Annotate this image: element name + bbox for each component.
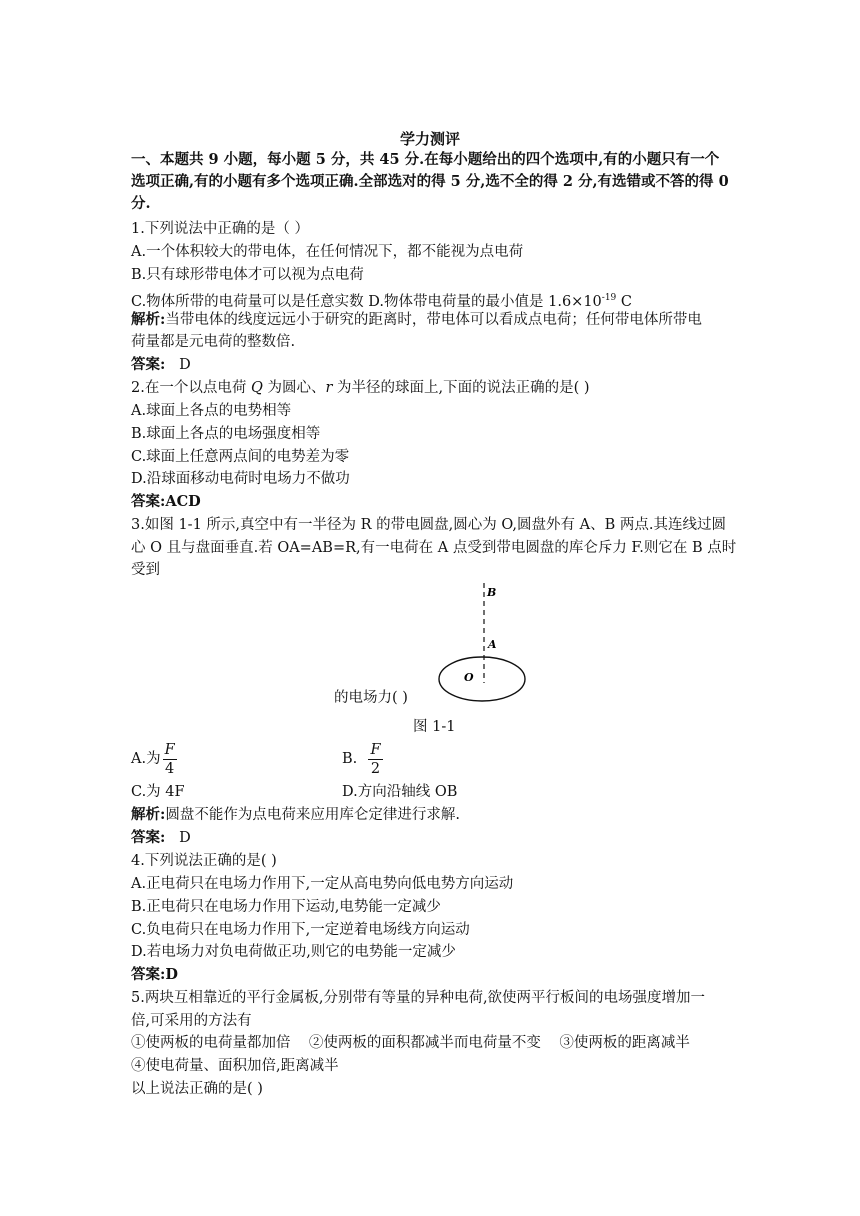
q2-option-b: B.球面上各点的电场强度相等: [131, 426, 321, 442]
q2-stem-q: Q: [250, 380, 263, 396]
q3-stem-line2: 心 O 且与盘面垂直.若 OA=AB=R,有一电荷在 A 点受到带电圆盘的库仑斥力 F.则它在 B 点时: [131, 540, 737, 556]
page-title: 学力测评: [399, 130, 460, 148]
disk-diagram: [420, 583, 540, 708]
section-instructions-line2: 选项正确,有的小题有多个选项正确.全部选对的得 5 分,选不全的得 2 分,有选错或不答的得 0: [131, 173, 729, 190]
q2-stem-pre: 2.在一个以点电荷: [131, 380, 251, 396]
q4-answer: [131, 965, 178, 985]
disk-ellipse: [439, 657, 525, 701]
analysis-label: 解析:: [131, 311, 166, 328]
q5-stem-line1: 5.两块互相靠近的平行金属板,分别带有等量的异种电荷,欲使两平行板间的电场强度增加一: [131, 990, 706, 1006]
fraction-f-over-2: [368, 741, 382, 778]
q3-answer: [131, 828, 191, 848]
q3-option-b-prefix: B.: [342, 751, 367, 767]
q3-option-d: D.方向沿轴线 OB: [342, 784, 458, 800]
answer-label: 答案:: [131, 829, 166, 846]
q1-option-cd: [131, 288, 632, 312]
q2-stem-post: 为半径的球面上,下面的说法正确的是( ): [332, 380, 590, 396]
q2-stem-mid: 为圆心、: [262, 380, 326, 396]
answer-label: 答案:: [131, 966, 166, 983]
q1-option-a: A.一个体积较大的带电体，在任何情况下，都不能视为点电荷: [131, 244, 524, 260]
fraction-denominator: 4: [165, 760, 175, 777]
q2-stem: [131, 378, 590, 398]
analysis-label: 解析:: [131, 806, 166, 823]
fraction-f-over-4: [163, 741, 177, 778]
fraction-denominator: 2: [370, 760, 381, 777]
q5-options-line1: ①使两板的电荷量都加倍 ②使两板的面积都减半而电荷量不变 ③使两板的距离减半: [131, 1035, 690, 1051]
q2-option-d: D.沿球面移动电荷时电场力不做功: [131, 471, 350, 487]
q3-option-c: C.为 4F: [131, 784, 185, 800]
q1-analysis-line2: 荷量都是元电荷的整数倍.: [131, 334, 296, 350]
label-b: B: [487, 586, 497, 599]
q1-answer-value: D: [165, 357, 191, 373]
figure-1-1: [420, 583, 540, 712]
q1-exponent: -19: [601, 293, 617, 303]
q5-stem-line2: 倍,可采用的方法有: [131, 1013, 252, 1029]
figure-caption: 图 1-1: [413, 719, 456, 735]
q3-option-a: [131, 740, 177, 778]
q2-answer-value: ACD: [165, 493, 201, 510]
answer-label: 答案:: [131, 356, 166, 373]
q2-option-c: C.球面上任意两点间的电势差为零: [131, 449, 350, 465]
q3-answer-value: D: [165, 830, 191, 846]
q2-answer: [131, 492, 201, 512]
q3-stem-line1: 3.如图 1-1 所示,真空中有一半径为 R 的带电圆盘,圆心为 O,圆盘外有 A、B 两点.其连线过圆: [131, 517, 726, 533]
q3-stem-line3: 受到: [131, 562, 160, 578]
q1-stem: 1.下列说法中正确的是（ ）: [131, 221, 309, 237]
q4-option-c: C.负电荷只在电场力作用下,一定逆着电场线方向运动: [131, 922, 470, 938]
q2-option-a: A.球面上各点的电势相等: [131, 403, 292, 419]
q2-stem-r: r: [325, 380, 333, 396]
q3-stem-line4: 的电场力( ): [334, 690, 408, 706]
q3-analysis-text: 圆盘不能作为点电荷来应用库仑定律进行求解.: [165, 807, 460, 823]
q1-option-cd-text: C.物体所带的电荷量可以是任意实数 D.物体带电荷量的最小值是 1.6×10: [131, 293, 602, 310]
answer-label: 答案:: [131, 493, 166, 510]
q4-answer-value: D: [165, 966, 178, 983]
q1-option-b: B.只有球形带电体才可以视为点电荷: [131, 267, 364, 283]
q4-stem: 4.下列说法正确的是( ): [131, 853, 277, 869]
section-instructions-line3: 分.: [131, 195, 151, 212]
q5-options-line2: ④使电荷量、面积加倍,距离减半: [131, 1058, 339, 1074]
fraction-numerator: F: [164, 741, 175, 758]
q1-analysis-text1: 当带电体的线度远远小于研究的距离时，带电体可以看成点电荷；任何带电体所带电: [165, 312, 702, 328]
q1-answer: [131, 355, 191, 375]
fraction-numerator: F: [370, 741, 381, 758]
q1-unit: C: [616, 293, 632, 310]
q3-option-b: [342, 740, 383, 778]
q3-option-a-prefix: A.为: [131, 751, 161, 767]
q4-option-a: A.正电荷只在电场力作用下,一定从高电势向低电势方向运动: [131, 876, 514, 892]
label-o: O: [464, 671, 474, 684]
section-instructions-line1: 一、本题共 9 小题，每小题 5 分，共 45 分.在每小题给出的四个选项中,有的小题只有一个: [131, 151, 720, 168]
q4-option-b: B.正电荷只在电场力作用下运动,电势能一定减少: [131, 899, 441, 915]
q3-analysis: [131, 805, 460, 825]
q4-option-d: D.若电场力对负电荷做正功,则它的电势能一定减少: [131, 944, 456, 960]
q5-prompt: 以上说法正确的是( ): [131, 1081, 263, 1097]
q1-analysis-line1: [131, 310, 702, 330]
label-a: A: [488, 638, 497, 651]
